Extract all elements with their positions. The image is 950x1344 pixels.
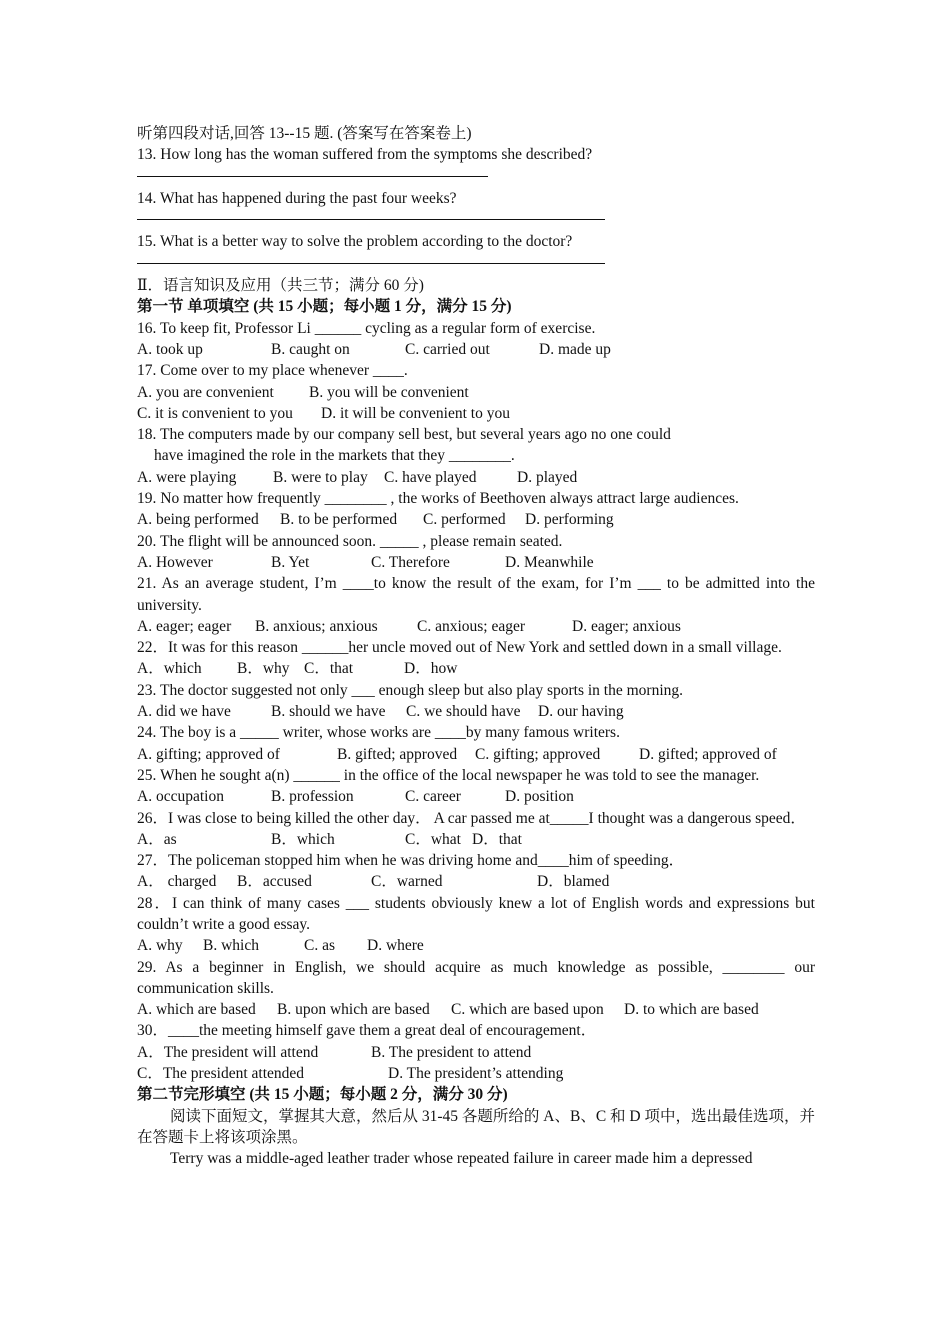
question-29-stem: 29. As a beginner in English, we should acquire as much knowledge as possible, ________ our communication skills.: [137, 958, 815, 997]
exam-content: [137, 123, 815, 1170]
option-b: B．accused: [237, 873, 312, 891]
option-c: C. performed: [423, 511, 506, 529]
option-a: A．which: [137, 660, 202, 678]
option-a: A. why: [137, 937, 183, 955]
option-d: D. position: [505, 788, 574, 806]
option-d: D．that: [472, 830, 522, 848]
question-19-stem: 19. No matter how frequently ________ , the works of Beethoven always attract large audiences.: [137, 490, 739, 508]
option-c: C. carried out: [405, 340, 490, 358]
option-d: D．blamed: [537, 873, 610, 891]
option-c: C. as: [304, 937, 335, 955]
question-25-options: [137, 786, 815, 807]
option-b: B. to be performed: [280, 511, 398, 529]
question-17-options-line2: [137, 403, 815, 424]
question-21-options: [137, 616, 815, 637]
question-18-stem-line2: have imagined the role in the markets that they ________.: [154, 447, 515, 465]
option-c: C. Therefore: [371, 553, 450, 571]
option-a: A．as: [137, 830, 177, 848]
option-d: D. to which are based: [624, 1001, 759, 1019]
option-d: D. played: [517, 468, 578, 486]
option-b: B. were to play: [273, 468, 368, 486]
option-d: D. eager; anxious: [572, 617, 681, 635]
part2-heading: Ⅱ．语言知识及应用（共三节；满分 60 分): [137, 277, 424, 295]
option-b: B. which: [203, 937, 259, 955]
question-26-stem: 26．I was close to being killed the other day． A car passed me at_____I thought was a dangerous speed．: [137, 809, 806, 827]
option-b: B. The president to attend: [371, 1043, 532, 1061]
question-21-stem: 21. As an average student, I’m ____to know the result of the exam, for I’m ___ to be admitted into the university.: [137, 575, 815, 614]
option-a: A. were playing: [137, 468, 237, 486]
option-b: B．why: [237, 660, 290, 678]
option-c: C．The president attended: [137, 1065, 305, 1083]
section2-heading: 第二节完形填空 (共 15 小题；每小题 2 分，满分 30 分): [137, 1086, 508, 1104]
option-a: A．The president will attend: [137, 1043, 319, 1061]
question-20-options: [137, 552, 815, 573]
option-c: C. gifting; approved: [475, 745, 601, 763]
option-d: D. made up: [539, 340, 611, 358]
option-a: A. took up: [137, 340, 203, 358]
option-c: C. have played: [384, 468, 477, 486]
question-30-options-line1: [137, 1042, 815, 1063]
option-a: A. However: [137, 553, 213, 571]
option-b: B. profession: [271, 788, 354, 806]
option-a: A. eager; eager: [137, 617, 232, 635]
question-26-options: [137, 829, 815, 850]
question-25-stem: 25. When he sought a(n) ______ in the office of the local newspaper he was told to see the manager.: [137, 766, 760, 784]
question-22-options: [137, 658, 815, 679]
question-14: 14. What has happened during the past four weeks?: [137, 189, 457, 207]
question-29-options: [137, 999, 815, 1020]
option-d: D. our having: [538, 703, 624, 721]
option-a: A. you are convenient: [137, 383, 274, 401]
option-a: A． charged: [137, 873, 217, 891]
option-a: A. which are based: [137, 1001, 256, 1019]
option-a: A. gifting; approved of: [137, 745, 280, 763]
option-a: A. occupation: [137, 788, 224, 806]
option-b: B. anxious; anxious: [255, 617, 378, 635]
question-22-stem: 22．It was for this reason ______her uncle moved out of New York and settled down in a small village.: [137, 639, 782, 657]
option-c: C．that: [304, 660, 354, 678]
question-27-options: [137, 871, 815, 892]
option-c: C. which are based upon: [451, 1001, 604, 1019]
question-16-stem: 16. To keep fit, Professor Li ______ cycling as a regular form of exercise.: [137, 319, 596, 337]
option-d: D. it will be convenient to you: [321, 404, 510, 422]
option-d: D. Meanwhile: [505, 553, 594, 571]
option-a: A. being performed: [137, 511, 259, 529]
option-d: D. gifted; approved of: [639, 745, 777, 763]
question-17-stem: 17. Come over to my place whenever ____.: [137, 362, 408, 380]
option-b: B. gifted; approved: [337, 745, 458, 763]
question-23-stem: 23. The doctor suggested not only ___ enough sleep but also play sports in the morning.: [137, 681, 684, 699]
section1-heading: 第一节 单项填空 (共 15 小题；每小题 1 分，满分 15 分): [137, 298, 512, 316]
question-16-options: [137, 339, 815, 360]
option-b: B. you will be convenient: [309, 383, 469, 401]
question-13: 13. How long has the woman suffered from the symptoms she described?: [137, 146, 593, 164]
option-b: B．which: [271, 830, 335, 848]
question-17-options-line1: [137, 382, 815, 403]
answer-line-15: [137, 253, 605, 264]
question-23-options: [137, 701, 815, 722]
listening-heading: 听第四段对话,回答 13--15 题. (答案写在答案卷上): [137, 125, 472, 142]
question-15: 15. What is a better way to solve the problem according to the doctor?: [137, 233, 573, 251]
answer-line-13: [137, 166, 488, 177]
option-c: C. career: [405, 788, 461, 806]
question-20-stem: 20. The flight will be announced soon. _____ , please remain seated.: [137, 532, 563, 550]
option-b: B. caught on: [271, 340, 350, 358]
question-24-options: [137, 744, 815, 765]
option-c: C．what: [405, 830, 461, 848]
option-d: D. performing: [525, 511, 614, 529]
option-b: B. Yet: [271, 553, 310, 571]
passage-start: Terry was a middle-aged leather trader whose repeated failure in career made him a depressed: [170, 1150, 753, 1168]
question-28-options: [137, 935, 815, 956]
option-c: C. it is convenient to you: [137, 404, 293, 422]
question-18-options: [137, 467, 815, 488]
question-27-stem: 27．The policeman stopped him when he was driving home and____him of speeding．: [137, 852, 685, 870]
option-b: B. upon which are based: [277, 1001, 430, 1019]
question-19-options: [137, 509, 815, 530]
option-d: D. where: [367, 937, 424, 955]
question-18-stem-line1: 18. The computers made by our company sell best, but several years ago no one could: [137, 426, 671, 444]
option-b: B. should we have: [271, 703, 386, 721]
section2-instruction: 阅读下面短文，掌握其大意，然后从 31-45 各题所给的 A、B、C 和 D 项中，选出最佳选项，并在答题卡上将该项涂黑。: [137, 1107, 815, 1146]
question-24-stem: 24. The boy is a _____ writer, whose works are ____by many famous writers.: [137, 724, 620, 742]
answer-line-14: [137, 209, 605, 220]
option-c: C. anxious; eager: [417, 617, 526, 635]
question-30-stem: 30．____the meeting himself gave them a great deal of encouragement．: [137, 1022, 597, 1040]
option-c: C．warned: [371, 873, 443, 891]
option-a: A. did we have: [137, 703, 231, 721]
question-28-stem: 28．I can think of many cases ___ students obviously knew a lot of English words and expressions but couldn’t write a good essay.: [137, 894, 815, 933]
question-30-options-line2: [137, 1063, 815, 1084]
option-d: D. The president’s attending: [388, 1065, 564, 1083]
option-d: D．how: [404, 660, 458, 678]
option-c: C. we should have: [406, 703, 521, 721]
